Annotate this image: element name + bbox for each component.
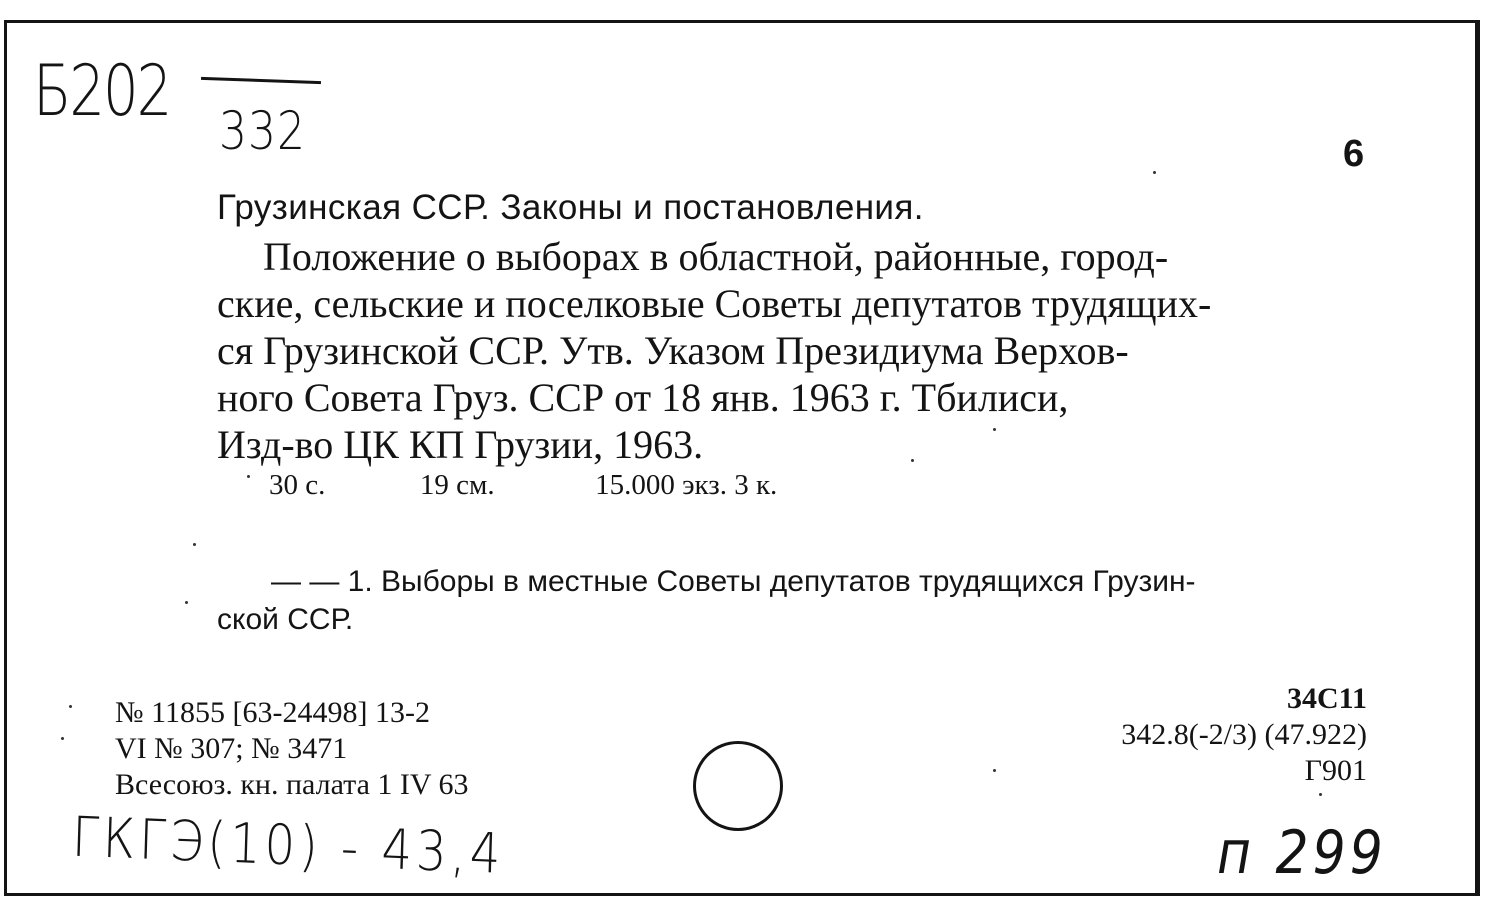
note-line	[217, 563, 1373, 601]
speck	[247, 475, 250, 478]
shelfmark-divider	[201, 77, 321, 84]
body-line-text: ного Совета Груз. ССР от 18 янв. 1963 г. Тбилиси,	[217, 375, 1069, 420]
classification-code: 34С11	[1286, 682, 1367, 715]
note-line-text: — — 1. Выборы в местные Советы депутатов трудящихся Грузин-	[271, 565, 1196, 598]
physical-description	[269, 469, 777, 502]
note-line	[217, 601, 1373, 639]
punch-hole-circle	[693, 741, 783, 831]
body-line	[217, 374, 1373, 421]
handwritten-note-right: п 299	[1217, 819, 1387, 888]
series-note	[217, 563, 1373, 639]
speck	[185, 601, 188, 604]
speck	[69, 705, 72, 708]
copies-price: 15.000 экз. 3 к.	[595, 469, 778, 501]
card-body-text	[217, 233, 1373, 468]
speck	[993, 428, 996, 431]
note-line-text: ской ССР.	[217, 603, 354, 636]
registration-line: № 11855 [63-24498] 13-2	[115, 696, 430, 729]
body-line-text: ся Грузинской ССР. Утв. Указом Президиума Верхов-	[217, 328, 1129, 373]
card-edge-mark	[1475, 23, 1482, 49]
body-line-text: Положение о выборах в областной, районные, город-	[263, 234, 1169, 279]
pages: 30 с.	[269, 469, 326, 501]
body-line	[217, 280, 1373, 327]
body-line	[217, 421, 1373, 468]
body-line-text: ские, сельские и поселковые Советы депутатов трудящих-	[217, 281, 1212, 326]
speck	[993, 769, 996, 772]
body-line	[217, 233, 1373, 280]
registration-info	[115, 695, 469, 803]
shelfmark-sub: 332	[219, 101, 306, 163]
speck	[1319, 793, 1322, 796]
registration-line: VI № 307; № 3471	[115, 732, 348, 765]
shelfmark-main: Б202	[33, 51, 171, 133]
speck	[193, 543, 196, 546]
card-number: 6	[1343, 133, 1365, 175]
classification-info	[1121, 681, 1367, 789]
handwritten-note-left: ГКГЭ(10) - 43,4	[71, 805, 506, 887]
speck	[61, 737, 64, 740]
author-mark: Г901	[1304, 754, 1367, 787]
registration-line: Всесоюз. кн. палата 1 IV 63	[115, 768, 469, 801]
card-heading: Грузинская ССР. Законы и постановления.	[217, 188, 924, 227]
size: 19 см.	[419, 469, 495, 501]
body-line	[217, 327, 1373, 374]
speck	[911, 459, 914, 462]
catalog-card	[4, 20, 1480, 896]
body-line-text: Изд-во ЦК КП Грузии, 1963.	[217, 422, 704, 467]
classification-index: 342.8(-2/3) (47.922)	[1121, 718, 1367, 751]
speck	[1153, 171, 1156, 174]
